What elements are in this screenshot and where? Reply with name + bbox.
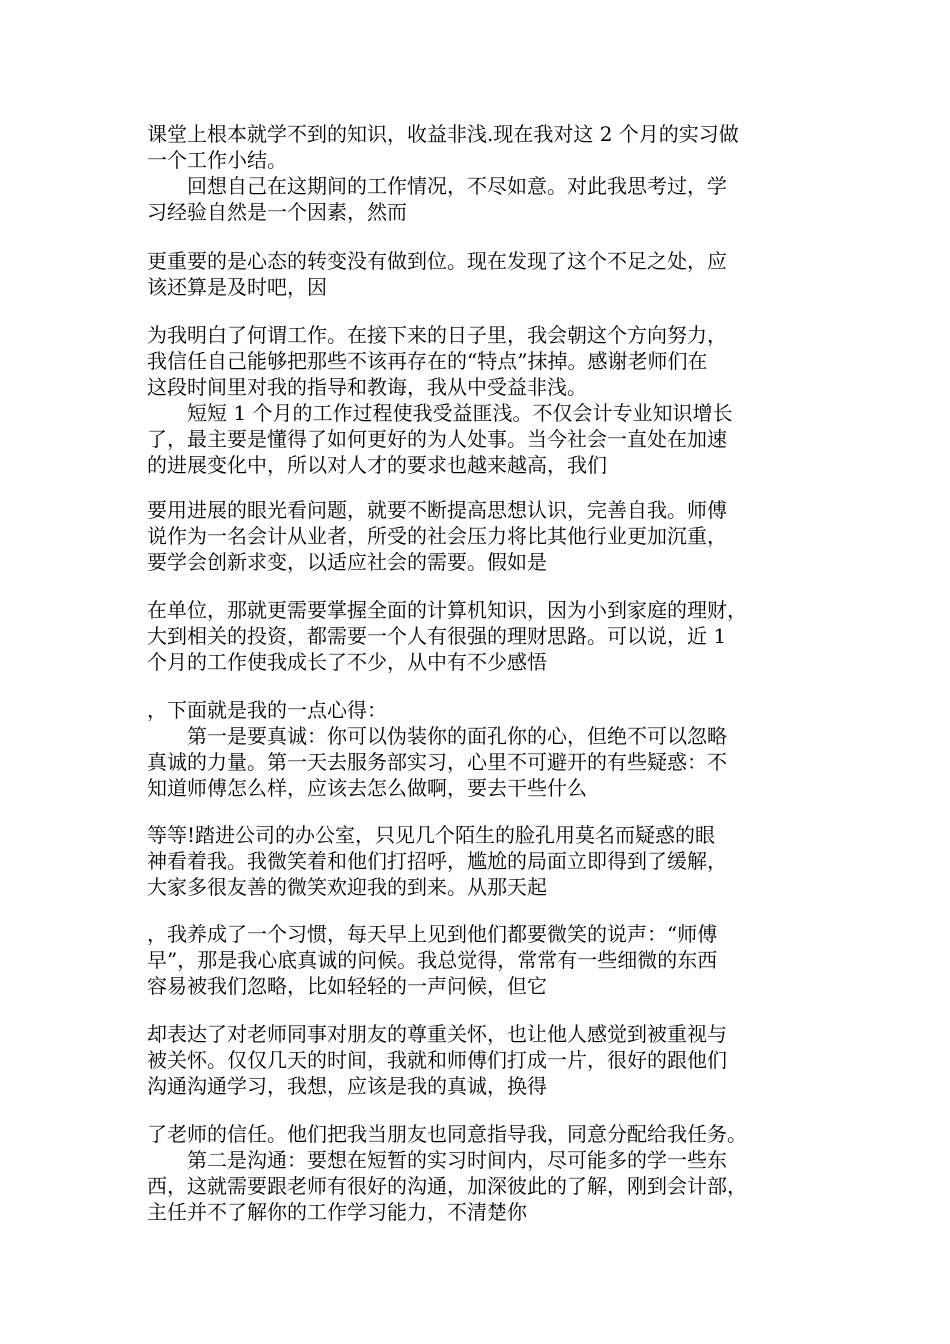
text-line: 西，这就需要跟老师有很好的沟通，加深彼此的了解，刚到会计部， [147, 1174, 747, 1198]
text-line: 我信任自己能够把那些不该再存在的“特点”抹掉。感谢老师们在 [147, 349, 708, 373]
text-line: ，下面就是我的一点心得： [147, 698, 387, 722]
text-block-5 [147, 597, 827, 675]
text-line: 个月的工作使我成长了不少，从中有不少感悟 [147, 650, 547, 674]
text-line: 早”，那是我心底真诚的问候。我总觉得，常常有一些细微的东西 [147, 948, 718, 972]
text-line: 了，最主要是懂得了如何更好的为人处事。当今社会一直处在加速 [147, 427, 727, 451]
text-line: 要用进展的眼光看问题，就要不断提高思想认识，完善自我。师傅 [147, 498, 727, 522]
text-block-8 [147, 921, 827, 999]
text-line: 第一是要真诚：你可以伪装你的面孔你的心，但绝不可以忽略 [147, 724, 727, 748]
text-line: 更重要的是心态的转变没有做到位。现在发现了这个不足之处，应 [147, 249, 727, 273]
text-line: 神看着我。我微笑着和他们打招呼，尴尬的局面立即得到了缓解， [147, 849, 727, 873]
text-line: 短短 1 个月的工作过程使我受益匪浅。不仅会计专业知识增长 [147, 401, 733, 425]
text-line: 大家多很友善的微笑欢迎我的到来。从那天起 [147, 875, 547, 899]
text-line: 这段时间里对我的指导和教诲，我从中受益非浅。 [147, 375, 587, 399]
text-line: 习经验自然是一个因素，然而 [147, 200, 407, 224]
text-line: 课堂上根本就学不到的知识，收益非浅.现在我对这 2 个月的实习做 [147, 122, 739, 146]
text-line: 容易被我们忽略，比如轻轻的一声问候，但它 [147, 974, 547, 998]
text-line: 却表达了对老师同事对朋友的尊重关怀，也让他人感觉到被重视与 [147, 1022, 727, 1046]
text-line: 回想自己在这期间的工作情况，不尽如意。对此我思考过，学 [147, 174, 727, 198]
text-line: 第二是沟通：要想在短暂的实习时间内，尽可能多的学一些东 [147, 1148, 727, 1172]
text-line: 的进展变化中，所以对人才的要求也越来越高，我们 [147, 453, 607, 477]
text-line: 真诚的力量。第一天去服务部实习，心里不可避开的有些疑惑：不 [147, 750, 727, 774]
text-block-9 [147, 1021, 827, 1099]
text-line: 知道师傅怎么样，应该去怎么做啊，要去干些什么 [147, 776, 587, 800]
text-line: 等等!踏进公司的办公室，只见几个陌生的脸孔用莫名而疑惑的眼 [147, 823, 716, 847]
text-block-6 [147, 697, 827, 801]
text-line: 沟通沟通学习，我想，应该是我的真诚，换得 [147, 1074, 547, 1098]
text-line: 被关怀。仅仅几天的时间，我就和师傅们打成一片，很好的跟他们 [147, 1048, 727, 1072]
text-block-7 [147, 822, 827, 900]
text-block-4 [147, 497, 827, 575]
text-line: 要学会创新求变，以适应社会的需要。假如是 [147, 550, 547, 574]
text-line: ，我养成了一个习惯，每天早上见到他们都要微笑的说声：“师傅 [147, 922, 718, 946]
text-line: 一个工作小结。 [147, 148, 287, 172]
text-line: 大到相关的投资，都需要一个人有很强的理财思路。可以说，近 1 [147, 624, 727, 648]
text-block-10 [147, 1121, 827, 1225]
text-line: 了老师的信任。他们把我当朋友也同意指导我，同意分配给我任务。 [147, 1122, 747, 1146]
text-line: 主任并不了解你的工作学习能力，不清楚你 [147, 1200, 527, 1224]
text-line: 为我明白了何谓工作。在接下来的日子里，我会朝这个方向努力， [147, 323, 727, 347]
text-block-3 [147, 322, 827, 478]
text-line: 在单位，那就更需要掌握全面的计算机知识，因为小到家庭的理财， [147, 598, 747, 622]
text-block-2 [147, 248, 827, 300]
text-line: 该还算是及时吧，因 [147, 275, 327, 299]
text-line: 说作为一名会计从业者，所受的社会压力将比其他行业更加沉重， [147, 524, 727, 548]
text-block-1 [147, 121, 827, 225]
